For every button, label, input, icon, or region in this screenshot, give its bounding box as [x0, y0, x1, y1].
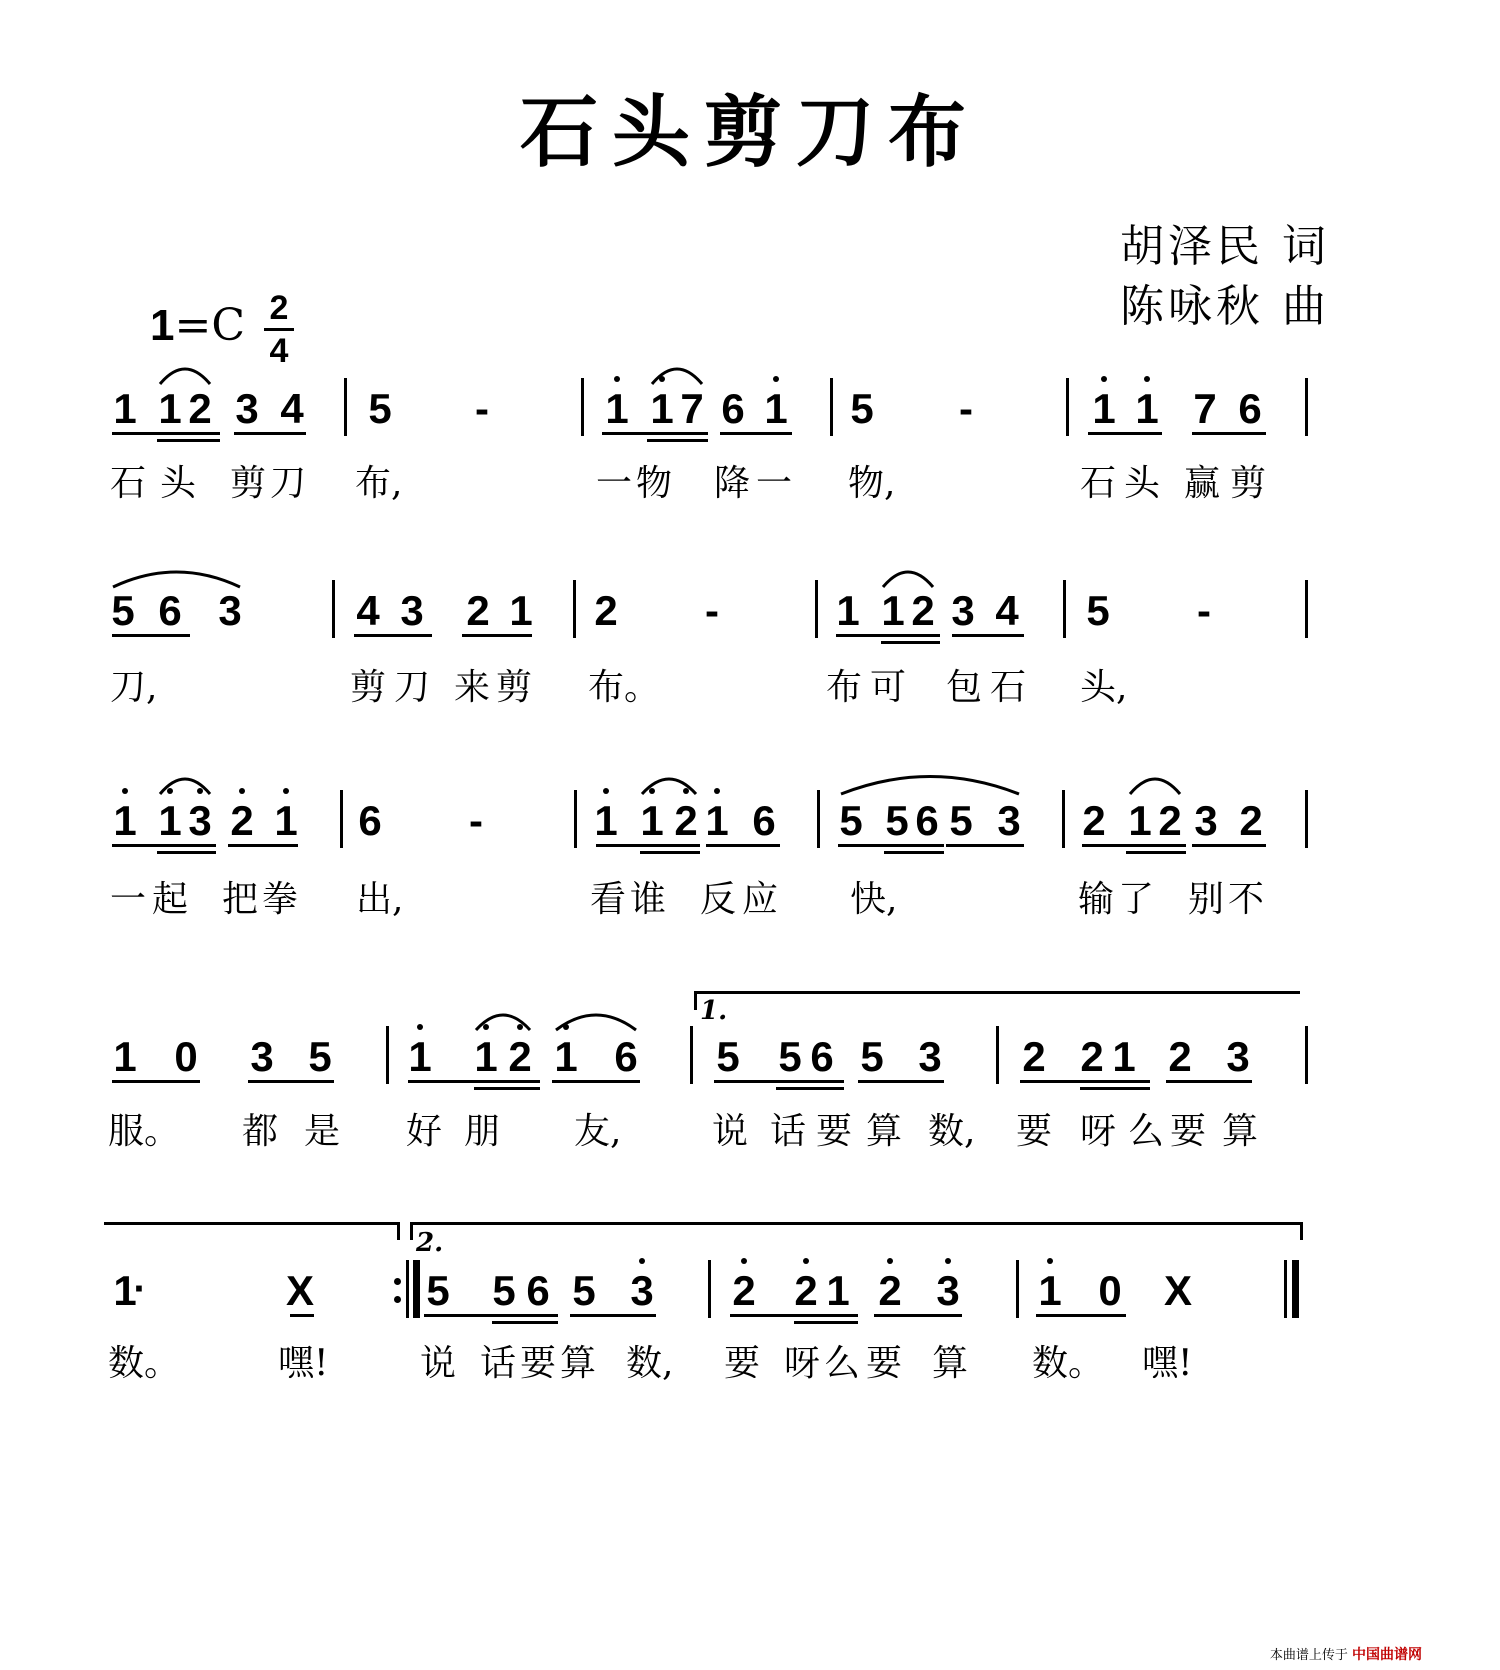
barline	[573, 580, 576, 638]
note: -	[1197, 587, 1211, 634]
barline	[581, 378, 584, 436]
note: 2	[1080, 1033, 1104, 1080]
note: 6	[810, 1033, 834, 1080]
lyric-syllable: 一	[596, 463, 633, 504]
beam-line	[462, 634, 532, 637]
beam-line	[234, 432, 306, 435]
barline	[815, 580, 818, 638]
note: 2	[732, 1267, 756, 1314]
note: 6	[158, 587, 182, 634]
lyric-syllable: 快,	[850, 879, 898, 920]
note: 2	[1239, 797, 1263, 844]
lyric-syllable: 应	[742, 879, 779, 920]
note: 3	[951, 587, 975, 634]
beam-line-double	[157, 439, 220, 442]
beam-line	[1192, 844, 1266, 847]
lyric-syllable: 嘿!	[278, 1343, 329, 1384]
beam-line	[1088, 432, 1162, 435]
time-signature	[264, 290, 294, 369]
note: 1	[881, 587, 905, 634]
lyric-syllable: 头	[1124, 463, 1161, 504]
note: 2	[466, 587, 490, 634]
octave-dot	[649, 788, 655, 794]
note: 2	[594, 587, 618, 634]
note: 5	[716, 1033, 740, 1080]
lyric-syllable: 数。	[108, 1343, 181, 1384]
beam-line	[1036, 1314, 1126, 1317]
key-one: 1	[150, 301, 175, 350]
key-letter: C	[211, 300, 246, 351]
barline	[690, 1026, 693, 1084]
barline	[340, 790, 343, 848]
lyric-syllable: 剪	[350, 667, 387, 708]
lyric-syllable: 嘿!	[1142, 1343, 1193, 1384]
lyric-syllable: 要	[520, 1343, 557, 1384]
slur	[160, 369, 210, 384]
note: 2	[230, 797, 254, 844]
beam-line	[881, 634, 940, 637]
beam-line-double	[647, 439, 708, 442]
volta-bracket-end	[104, 1222, 400, 1225]
note: 6	[614, 1033, 638, 1080]
beam-line	[946, 844, 1024, 847]
volta-number: 1.	[700, 996, 728, 1026]
octave-dot	[803, 1258, 809, 1264]
beam-line-double	[492, 1321, 558, 1324]
beam-line-double	[881, 641, 940, 644]
lyric-syllable: 看	[590, 879, 627, 920]
note: X	[285, 1267, 314, 1314]
note: -	[475, 385, 489, 432]
note: 3	[1226, 1033, 1250, 1080]
lyric-syllable: 反	[700, 879, 737, 920]
barline	[996, 1026, 999, 1084]
barline	[708, 1260, 711, 1318]
lyric-syllable: 呀	[784, 1343, 821, 1384]
note: 3	[1194, 797, 1218, 844]
volta-bracket	[410, 1222, 1302, 1225]
note: 5	[839, 797, 863, 844]
octave-dot	[639, 1258, 645, 1264]
note: 1	[474, 1033, 498, 1080]
beam-line-double	[884, 851, 944, 854]
note: 2	[1158, 797, 1182, 844]
note: 1	[826, 1267, 850, 1314]
lyric-syllable: 把	[222, 879, 259, 920]
lyric-syllable: 么	[824, 1343, 861, 1384]
beam-line-double	[640, 851, 700, 854]
note: 3	[997, 797, 1021, 844]
barline	[332, 580, 335, 638]
lyric-syllable: 说	[420, 1343, 457, 1384]
footer	[1270, 1644, 1422, 1664]
lyric-syllable: 数,	[928, 1111, 976, 1152]
note: 5	[850, 385, 874, 432]
slur	[883, 572, 933, 587]
octave-dot	[167, 788, 173, 794]
octave-dot	[1047, 1258, 1053, 1264]
beam-line	[290, 1314, 314, 1317]
lyric-syllable: 头	[160, 463, 197, 504]
note: 1	[764, 385, 788, 432]
lyric-syllable: 朋	[464, 1111, 501, 1152]
repeat-barline	[406, 1260, 409, 1318]
barline	[1016, 1260, 1019, 1318]
beam-line	[1126, 844, 1186, 847]
note: 5	[426, 1267, 450, 1314]
note: 6	[1238, 385, 1262, 432]
lyric-syllable: 石	[990, 667, 1027, 708]
note: 5	[111, 587, 135, 634]
lyric-syllable: 物	[636, 463, 673, 504]
lyric-syllable: 话	[480, 1343, 517, 1384]
barline	[344, 378, 347, 436]
note: 6	[752, 797, 776, 844]
lyric-syllable: 剪	[230, 463, 267, 504]
note: 5	[572, 1267, 596, 1314]
page-title: 石头剪刀布	[519, 87, 980, 178]
octave-dot	[603, 788, 609, 794]
lyric-syllable: 好	[406, 1111, 443, 1152]
lyric-syllable: 拳	[262, 879, 299, 920]
lyric-syllable: 要	[816, 1111, 853, 1152]
lyric-syllable: 友,	[574, 1111, 622, 1152]
lyric-syllable: 刀	[394, 667, 431, 708]
barline	[830, 378, 833, 436]
lyric-syllable: 不	[1228, 879, 1265, 920]
barline	[1066, 378, 1069, 436]
lyric-syllable: 石	[110, 463, 147, 504]
lyric-syllable: 一	[110, 879, 147, 920]
note: 1	[594, 797, 618, 844]
time-denominator: 4	[269, 332, 289, 370]
lyricist-credit: 胡泽民 词	[1120, 221, 1330, 272]
lyric-syllable: 一	[756, 463, 793, 504]
note: 3	[630, 1267, 654, 1314]
note: 1	[1128, 797, 1152, 844]
beam-line-double	[157, 851, 216, 854]
lyric-syllable: 算	[1222, 1111, 1259, 1152]
beam-line-double	[794, 1321, 858, 1324]
note: 5	[492, 1267, 516, 1314]
lyric-syllable: 赢	[1184, 463, 1221, 504]
note: 5	[885, 797, 909, 844]
time-fraction-line	[264, 328, 294, 331]
lyric-syllable: 要	[866, 1343, 903, 1384]
barline	[574, 790, 577, 848]
octave-dot	[773, 376, 779, 382]
lyric-syllable: 谁	[630, 879, 667, 920]
note: 1	[705, 797, 729, 844]
note: 4	[356, 587, 380, 634]
note: 1	[650, 385, 674, 432]
lyric-syllable: 降	[714, 463, 751, 504]
note: 1	[1092, 385, 1116, 432]
note: 1	[509, 587, 533, 634]
beam-line-double	[776, 1087, 844, 1090]
footer-text: 本曲谱上传于	[1269, 1648, 1348, 1663]
note: -	[469, 797, 483, 844]
note: 1	[1038, 1267, 1062, 1314]
beam-line	[640, 844, 700, 847]
volta-tick	[410, 1222, 413, 1240]
note: 1	[158, 385, 182, 432]
note: 2	[674, 797, 698, 844]
octave-dot	[239, 788, 245, 794]
beam-line	[492, 1314, 558, 1317]
beam-line-double	[1080, 1087, 1150, 1090]
note: 1	[836, 587, 860, 634]
lyric-syllable: 物,	[848, 463, 896, 504]
key-signature	[150, 300, 245, 351]
barline	[386, 1026, 389, 1084]
octave-dot	[417, 1024, 423, 1030]
volta-bracket	[694, 991, 1300, 994]
beam-line	[228, 844, 298, 847]
barline	[817, 790, 820, 848]
octave-dot	[945, 1258, 951, 1264]
note: 1	[158, 797, 182, 844]
octave-dot	[517, 1024, 523, 1030]
lyric-syllable: 要	[1170, 1111, 1207, 1152]
note: 7	[1193, 385, 1217, 432]
lyric-syllable: 数。	[1032, 1343, 1105, 1384]
beam-line	[794, 1314, 858, 1317]
beam-line	[706, 844, 780, 847]
time-numerator: 2	[269, 289, 289, 327]
slur	[1130, 779, 1180, 794]
octave-dot	[659, 376, 665, 382]
note: 5	[368, 385, 392, 432]
octave-dot	[563, 1024, 569, 1030]
beam-line	[1080, 1080, 1150, 1083]
note: 6	[358, 797, 382, 844]
lyric-syllable: 数,	[626, 1343, 674, 1384]
lyric-syllable: 是	[304, 1111, 341, 1152]
note: 5	[949, 797, 973, 844]
octave-dot	[483, 1024, 489, 1030]
octave-dot	[122, 788, 128, 794]
note: 0	[1098, 1267, 1122, 1314]
lyric-syllable: 呀	[1080, 1111, 1117, 1152]
final-barline	[1284, 1260, 1287, 1318]
note: 4	[995, 587, 1019, 634]
octave-dot	[614, 376, 620, 382]
repeat-dot	[394, 1278, 401, 1285]
lyric-syllable: 了	[1118, 879, 1155, 920]
note: 3	[188, 797, 212, 844]
note: 5	[860, 1033, 884, 1080]
beam-line	[570, 1314, 656, 1317]
octave-dot	[887, 1258, 893, 1264]
beam-line	[647, 432, 708, 435]
beam-line-double	[474, 1087, 540, 1090]
octave-dot	[1101, 376, 1107, 382]
note: 2	[911, 587, 935, 634]
note: 1	[113, 1267, 137, 1314]
beam-line	[720, 432, 792, 435]
lyric-syllable: 石	[1080, 463, 1117, 504]
volta-tick-end	[1300, 1222, 1303, 1240]
barline	[1305, 378, 1308, 436]
lyric-syllable: 可	[870, 667, 907, 708]
note: 3	[250, 1033, 274, 1080]
note: 2	[1082, 797, 1106, 844]
lyric-syllable: 布	[826, 667, 863, 708]
lyric-syllable: 算	[560, 1343, 597, 1384]
beam-line	[248, 1080, 334, 1083]
composer-credit: 陈咏秋 曲	[1120, 281, 1330, 332]
octave-dot	[714, 788, 720, 794]
lyric-syllable: 剪	[1230, 463, 1267, 504]
volta-number: 2.	[416, 1228, 444, 1258]
barline	[1305, 790, 1308, 848]
beam-line	[354, 634, 432, 637]
beam-line	[474, 1080, 540, 1083]
note: 1	[274, 797, 298, 844]
beam-line	[1166, 1080, 1252, 1083]
lyric-syllable: 都	[242, 1111, 279, 1152]
note: 2	[1022, 1033, 1046, 1080]
octave-dot	[741, 1258, 747, 1264]
beam-line	[858, 1080, 944, 1083]
octave-dot	[197, 788, 203, 794]
lyric-syllable: 服。	[108, 1111, 181, 1152]
note: 0	[174, 1033, 198, 1080]
beam-line	[874, 1314, 962, 1317]
octave-dot	[1144, 376, 1150, 382]
note: 1	[1112, 1033, 1136, 1080]
note: 5	[308, 1033, 332, 1080]
beam-line	[884, 844, 944, 847]
lyric-syllable: 剪	[496, 667, 533, 708]
beam-line	[1192, 432, 1266, 435]
barline	[1062, 790, 1065, 848]
note: 1	[640, 797, 664, 844]
note: 1	[408, 1033, 432, 1080]
note: 2	[508, 1033, 532, 1080]
note: 3	[235, 385, 259, 432]
note: 5	[1086, 587, 1110, 634]
beam-line-double	[1126, 851, 1186, 854]
volta-tick	[694, 991, 697, 1010]
note: ·	[133, 1267, 147, 1311]
note: 1	[1135, 385, 1159, 432]
volta-tick-end	[397, 1222, 400, 1240]
lyric-syllable: 么	[1128, 1111, 1165, 1152]
lyric-syllable: 布。	[588, 667, 661, 708]
octave-dot	[683, 788, 689, 794]
note: 6	[915, 797, 939, 844]
note: 7	[680, 385, 704, 432]
beam-line	[952, 634, 1024, 637]
footer-site: 中国曲谱网	[1352, 1647, 1422, 1663]
barline	[1305, 580, 1308, 638]
note: 3	[218, 587, 242, 634]
lyric-syllable: 输	[1078, 879, 1115, 920]
beam-line	[112, 634, 190, 637]
note: 3	[936, 1267, 960, 1314]
note: -	[959, 385, 973, 432]
repeat-barline-thick	[413, 1260, 420, 1318]
note: 5	[778, 1033, 802, 1080]
lyric-syllable: 来	[454, 667, 491, 708]
note: 2	[188, 385, 212, 432]
lyric-syllable: 布,	[355, 463, 403, 504]
note: 2	[878, 1267, 902, 1314]
note: 1	[554, 1033, 578, 1080]
beam-line	[157, 844, 216, 847]
lyric-syllable: 算	[866, 1111, 903, 1152]
lyric-syllable: 要	[724, 1343, 761, 1384]
note: 3	[918, 1033, 942, 1080]
lyric-syllable: 起	[152, 879, 189, 920]
note: -	[705, 587, 719, 634]
lyric-syllable: 算	[932, 1343, 969, 1384]
slur	[113, 572, 240, 587]
beam-line	[776, 1080, 844, 1083]
barline	[1063, 580, 1066, 638]
octave-dot	[283, 788, 289, 794]
note: 1	[113, 385, 137, 432]
note: 1	[605, 385, 629, 432]
lyric-syllable: 出,	[356, 879, 404, 920]
lyric-syllable: 头,	[1080, 667, 1128, 708]
lyric-syllable: 包	[946, 667, 983, 708]
note: 3	[400, 587, 424, 634]
final-barline-thick	[1292, 1260, 1299, 1318]
lyric-syllable: 要	[1016, 1111, 1053, 1152]
note: 1	[113, 797, 137, 844]
lyric-syllable: 刀	[270, 463, 307, 504]
beam-line	[157, 432, 220, 435]
note: X	[1163, 1267, 1192, 1314]
barline	[1305, 1026, 1308, 1084]
lyric-syllable: 刀,	[110, 667, 158, 708]
repeat-dot	[394, 1296, 401, 1303]
lyric-syllable: 话	[770, 1111, 807, 1152]
beam-line	[552, 1080, 640, 1083]
note: 1	[113, 1033, 137, 1080]
beam-line	[112, 1080, 200, 1083]
note: 6	[721, 385, 745, 432]
lyric-syllable: 说	[712, 1111, 749, 1152]
note: 4	[280, 385, 304, 432]
key-equals: =	[174, 300, 212, 351]
note: 2	[1168, 1033, 1192, 1080]
note: 6	[526, 1267, 550, 1314]
slur	[841, 777, 1019, 794]
note: 2	[794, 1267, 818, 1314]
lyric-syllable: 别	[1188, 879, 1225, 920]
